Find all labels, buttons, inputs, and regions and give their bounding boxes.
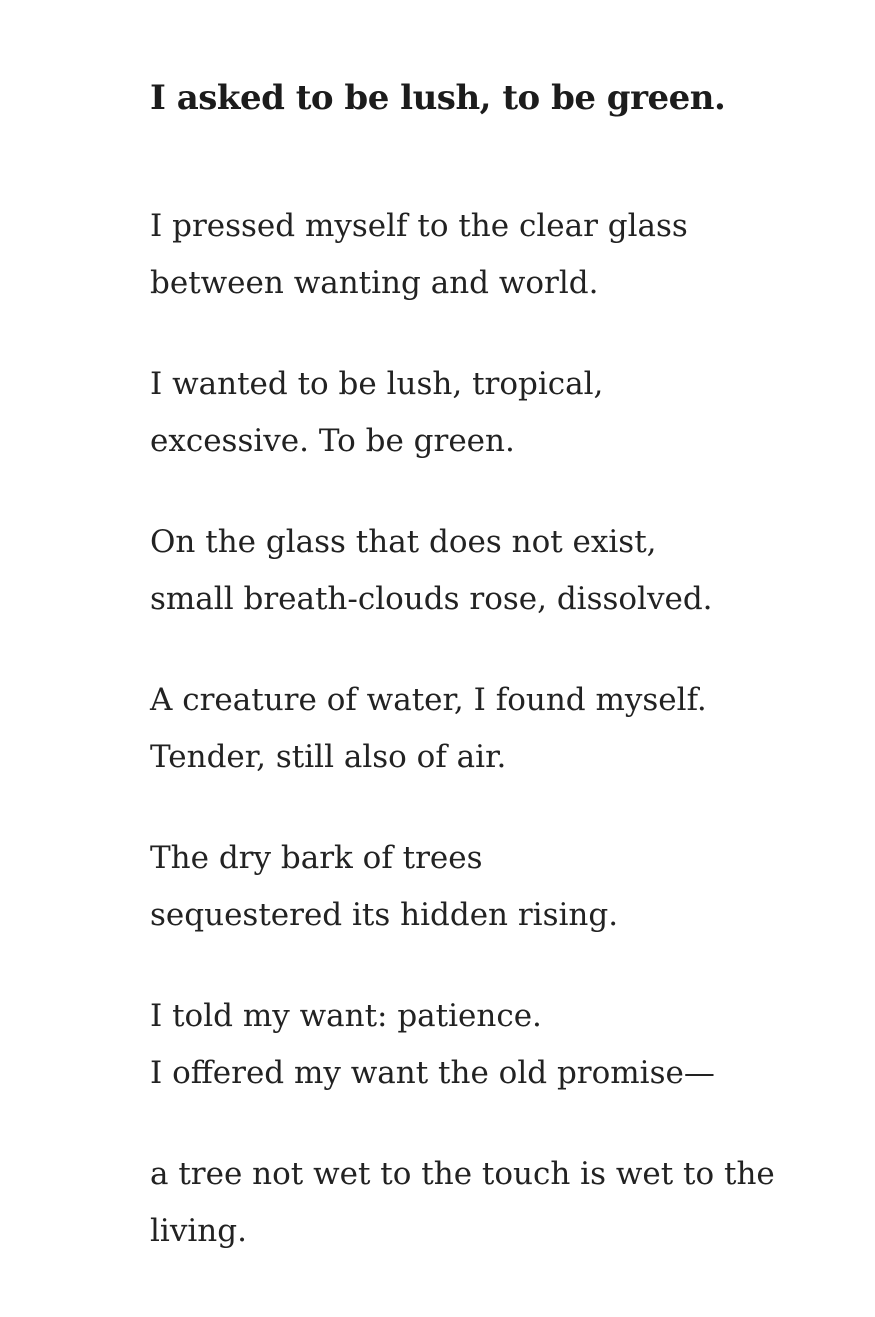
stanza-5	[150, 830, 618, 944]
poem-line: I pressed myself to the clear glass	[150, 208, 688, 244]
poem-line: The dry bark of trees	[150, 840, 483, 876]
stanza-4	[150, 672, 707, 786]
stanza-6	[150, 988, 715, 1102]
poem-line: I told my want: patience.	[150, 998, 542, 1034]
poem-line: a tree not wet to the touch is wet to the	[150, 1156, 775, 1192]
stanza-7	[150, 1146, 775, 1260]
stanza-2	[150, 356, 603, 470]
poem-line: living.	[150, 1213, 247, 1249]
poem-line: On the glass that does not exist,	[150, 524, 657, 560]
poem-line: Tender, still also of air.	[150, 739, 507, 775]
poem-line: excessive. To be green.	[150, 423, 515, 459]
poem-line: I offered my want the old promise—	[150, 1055, 715, 1091]
stanza-3	[150, 514, 713, 628]
poem-line: between wanting and world.	[150, 265, 599, 301]
poem-line: A creature of water, I found myself.	[150, 682, 707, 718]
poem-title: I asked to be lush, to be green.	[150, 78, 726, 118]
poem-line: small breath-clouds rose, dissolved.	[150, 581, 713, 617]
poem-line: sequestered its hidden rising.	[150, 897, 619, 933]
stanza-1	[150, 198, 688, 312]
poem-line: I wanted to be lush, tropical,	[150, 366, 604, 402]
